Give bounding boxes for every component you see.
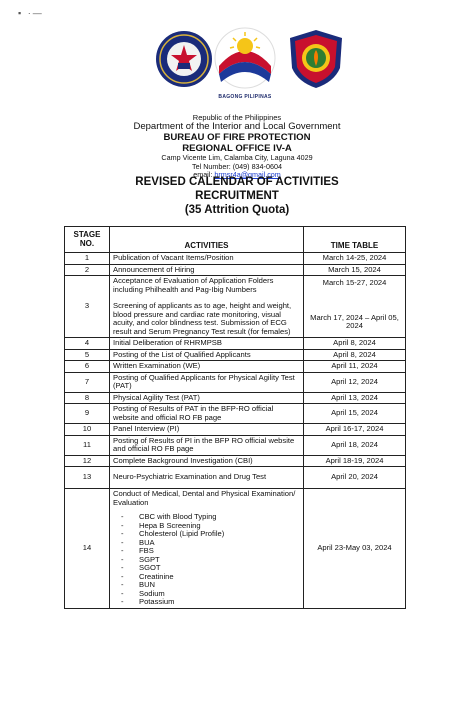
activity-cell: Posting of Qualified Applicants for Physical Agility Test (PAT) <box>110 372 304 392</box>
time-text: March 15-27, 2024 <box>322 278 387 287</box>
table-header-row <box>65 227 406 253</box>
table-row <box>65 455 406 467</box>
activity-cell <box>110 489 304 609</box>
header-logos <box>0 26 474 104</box>
list-item: - Cholesterol (Lipid Profile) <box>121 530 300 539</box>
republic-line: Republic of the Philippines <box>192 113 282 122</box>
table-row <box>65 424 406 436</box>
time-cell: April 12, 2024 <box>304 372 406 392</box>
title-line-1: REVISED CALENDAR OF ACTIVITIES <box>135 176 339 188</box>
bureau-line: BUREAU OF FIRE PROTECTION <box>163 132 311 144</box>
table-row <box>65 467 406 489</box>
time-cell: April 13, 2024 <box>304 392 406 404</box>
bfp-seal-logo <box>286 28 346 90</box>
activity-cell: Posting of Results of PAT in the BFP-RO official website and official RO FB page <box>110 404 304 424</box>
document-title <box>0 175 474 217</box>
email-link[interactable]: hrmsr4a@gmail.com <box>214 169 281 179</box>
time-cell: April 23-May 03, 2024 <box>304 489 406 609</box>
stage-cell: 11 <box>65 435 110 455</box>
activity-cell: Announcement of Hiring <box>110 264 304 276</box>
bagong-pilipinas-logo <box>213 26 277 92</box>
time-cell <box>304 276 406 338</box>
stage-cell: 14 <box>65 489 110 609</box>
time-cell: April 8, 2024 <box>304 349 406 361</box>
activity-text-2: Screening of applicants as to age, height and weight, blood pressure and cardiac rate monitoring, visual acuity, and color blindness test. Submission of ECG result and Serum Pregnancy Test result (for females) <box>113 301 292 336</box>
table-row <box>65 253 406 265</box>
address-line: Camp Vicente Lim, Calamba City, Laguna 4029 <box>161 153 313 163</box>
list-item: - BUA <box>121 539 300 548</box>
stage-cell: 8 <box>65 392 110 404</box>
list-item: - BUN <box>121 581 300 590</box>
stage-cell: 4 <box>65 338 110 350</box>
time-cell: April 16-17, 2024 <box>304 424 406 436</box>
list-item: - SGOT <box>121 564 300 573</box>
activity-cell: Publication of Vacant Items/Position <box>110 253 304 265</box>
time-cell: March 15, 2024 <box>304 264 406 276</box>
activity-text: Conduct of Medical, Dental and Physical Examination/ Evaluation <box>113 489 296 507</box>
dilg-seal-logo <box>155 30 213 88</box>
header-time: TIME TABLE <box>304 227 406 253</box>
header-activities: ACTIVITIES <box>110 227 304 253</box>
stage-cell: 7 <box>65 372 110 392</box>
table-row <box>65 392 406 404</box>
stage-cell: 2 <box>65 264 110 276</box>
list-item: - Hepa B Screening <box>121 522 300 531</box>
time-cell: April 15, 2024 <box>304 404 406 424</box>
list-item: - Potassium <box>121 598 300 607</box>
stage-cell: 1 <box>65 253 110 265</box>
time-cell: April 11, 2024 <box>304 361 406 373</box>
department-line: Department of the Interior and Local Government <box>133 121 341 133</box>
activity-cell: Written Examination (WE) <box>110 361 304 373</box>
bagong-pilipinas-caption: BAGONG PILIPINAS <box>218 94 272 100</box>
letterhead <box>0 114 474 179</box>
stage-cell: 13 <box>65 467 110 489</box>
scan-artifact: ▪ ·— <box>18 8 44 18</box>
activity-cell: Physical Agility Test (PAT) <box>110 392 304 404</box>
activity-cell: Panel Interview (PI) <box>110 424 304 436</box>
activity-cell: Posting of Results of PI in the BFP RO official website and official RO FB page <box>110 435 304 455</box>
title-line-3: (35 Attrition Quota) <box>184 204 290 217</box>
time-cell: April 8, 2024 <box>304 338 406 350</box>
list-item: - SGPT <box>121 556 300 565</box>
table-row <box>65 361 406 373</box>
list-item: - FBS <box>121 547 300 556</box>
activity-cell: Complete Background Investigation (CBI) <box>110 455 304 467</box>
time-cell: April 20, 2024 <box>304 467 406 489</box>
telephone-line: Tel Number: (049) 834-0604 <box>192 161 282 171</box>
table-row <box>65 372 406 392</box>
time-cell: April 18-19, 2024 <box>304 455 406 467</box>
time-cell: April 18, 2024 <box>304 435 406 455</box>
header-stage: STAGE NO. <box>65 227 110 253</box>
stage-cell: 9 <box>65 404 110 424</box>
list-item: - CBC with Blood Typing <box>121 513 300 522</box>
activity-cell: Initial Deliberation of RHRMPSB <box>110 338 304 350</box>
region-line: REGIONAL OFFICE IV-A <box>182 142 292 154</box>
table-row <box>65 276 406 338</box>
activity-cell <box>110 276 304 338</box>
table-row <box>65 338 406 350</box>
table-row <box>65 489 406 609</box>
stage-cell: 5 <box>65 349 110 361</box>
stage-cell: 6 <box>65 361 110 373</box>
list-item: - Creatinine <box>121 573 300 582</box>
time-text-2: March 17, 2024 – April 05, 2024 <box>310 312 399 330</box>
table-row <box>65 349 406 361</box>
activity-text: Acceptance of Evaluation of Application Folders including Philhealth and Pag-Ibig Numbers <box>113 276 274 294</box>
table-row <box>65 264 406 276</box>
list-item: - Sodium <box>121 590 300 599</box>
medical-tests-list <box>113 513 300 607</box>
title-line-2: RECRUITMENT <box>195 190 279 203</box>
stage-cell: 3 <box>65 276 110 338</box>
time-cell: March 14-25, 2024 <box>304 253 406 265</box>
stage-cell: 12 <box>65 455 110 467</box>
stage-cell: 10 <box>65 424 110 436</box>
email-label: email: <box>193 169 215 179</box>
table-row <box>65 435 406 455</box>
calendar-table <box>64 226 406 609</box>
activity-cell: Posting of the List of Qualified Applicants <box>110 349 304 361</box>
activity-cell: Neuro-Psychiatric Examination and Drug Test <box>110 467 304 489</box>
table-row <box>65 404 406 424</box>
